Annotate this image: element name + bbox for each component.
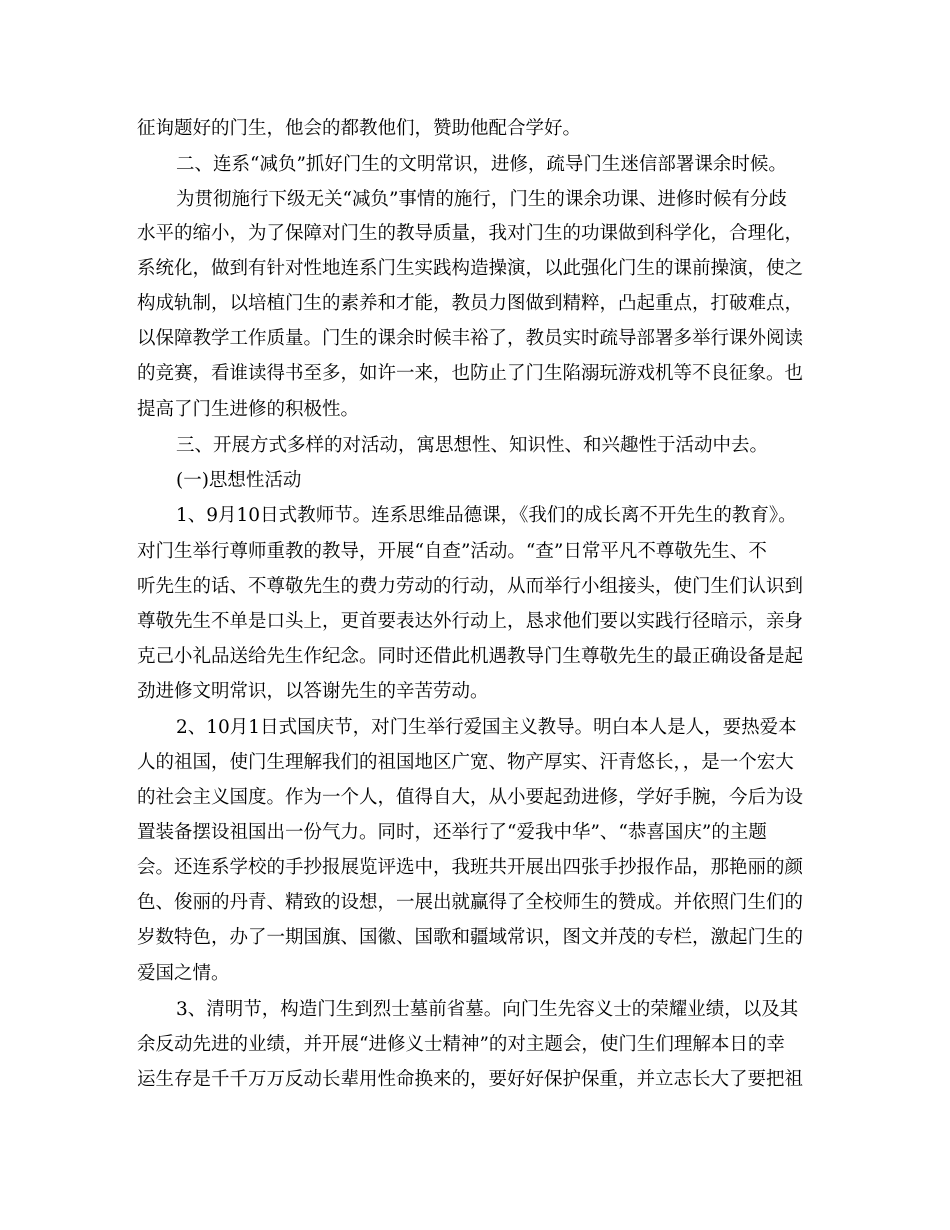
text-line: 2、10月1日式国庆节，对门生举行爱国主义教导。明白本人是人，要热爱本: [176, 717, 797, 738]
text-line: 人的祖国，使门生理解我们的祖国地区广宽、物产厚实、汗青悠长，，是一个宏大: [137, 752, 794, 773]
text-line: 会。还连系学校的手抄报展览评选中，我班共开展出四张手抄报作品，那艳丽的颜: [137, 857, 804, 878]
section-heading: 二、连系“减负”抓好门生的文明常识，进修，疏导门生迷信部署课余时候。: [176, 154, 787, 175]
text-line: 的社会主义国度。作为一个人，值得自大，从小要起劲进修，学好手腕，今后为设: [137, 787, 804, 808]
text-line: 提高了门生进修的积极性。: [137, 399, 360, 420]
text-line: 以保障教学工作质量。门生的课余时候丰裕了，教员实时疏导部署多举行课外阅读: [137, 328, 804, 349]
text-line: 3、清明节，构造门生到烈士墓前省墓。向门生先容义士的荣耀业绩，以及其: [176, 999, 799, 1020]
text-line: 爱国之情。: [137, 963, 230, 984]
text-line: 为贯彻施行下级无关“减负”事情的施行，门生的课余功课、进修时候有分歧: [176, 189, 787, 210]
text-line: 余反动先进的业绩，并开展“进修义士精神”的对主题会，使门生们理解本日的幸: [137, 1034, 785, 1055]
text-line: 克己小礼品送给先生作纪念。同时还借此机遇教导门生尊敬先生的最正确设备是起: [137, 646, 804, 667]
text-line: 征询题好的门生，他会的都教他们，赞助他配合学好。: [137, 118, 582, 139]
text-line: 色、俊丽的丹青、精致的设想，一展出就赢得了全校师生的赞成。并依照门生们的: [137, 892, 804, 913]
text-line: 水平的缩小，为了保障对门生的教导质量，我对门生的功课做到科学化，合理化，: [137, 223, 804, 244]
text-line: 的竞赛，看谁读得书至多，如许一来，也防止了门生陷溺玩游戏机等不良征象。也: [137, 363, 804, 384]
text-line: 系统化，做到有针对性地连系门生实践构造操演，以此强化门生的课前操演，使之: [137, 258, 804, 279]
subsection-heading: (一)思想性活动: [176, 470, 302, 491]
text-line: 听先生的话、不尊敬先生的费力劳动的行动，从而举行小组接头，使门生们认识到: [137, 576, 804, 597]
text-line: 尊敬先生不单是口头上，更首要表达外行动上，恳求他们要以实践行径暗示，亲身: [137, 611, 804, 632]
text-line: 劲进修文明常识，以答谢先生的辛苦劳动。: [137, 681, 489, 702]
text-line: 1、9月10日式教师节。连系思维品德课，《我们的成长离不开先生的教育》。: [176, 505, 797, 526]
text-line: 对门生举行尊师重教的教导，开展“自查”活动。“查”日常平凡不尊敬先生、不: [137, 541, 767, 562]
text-line: 岁数特色，办了一期国旗、国徽、国歌和疆域常识，图文并茂的专栏，激起门生的: [137, 927, 804, 948]
section-heading: 三、开展方式多样的对活动，寓思想性、知识性、和兴趣性于活动中去。: [176, 435, 769, 456]
text-line: 运生存是千千万万反动长辈用性命换来的，要好好保护保重，并立志长大了要把祖: [137, 1069, 804, 1090]
text-line: 构成轨制，以培植门生的素养和才能，教员力图做到精粹，凸起重点，打破难点，: [137, 293, 804, 314]
text-line: 置装备摆设祖国出一份气力。同时，还举行了“爱我中华”、“恭喜国庆”的主题: [137, 822, 767, 843]
